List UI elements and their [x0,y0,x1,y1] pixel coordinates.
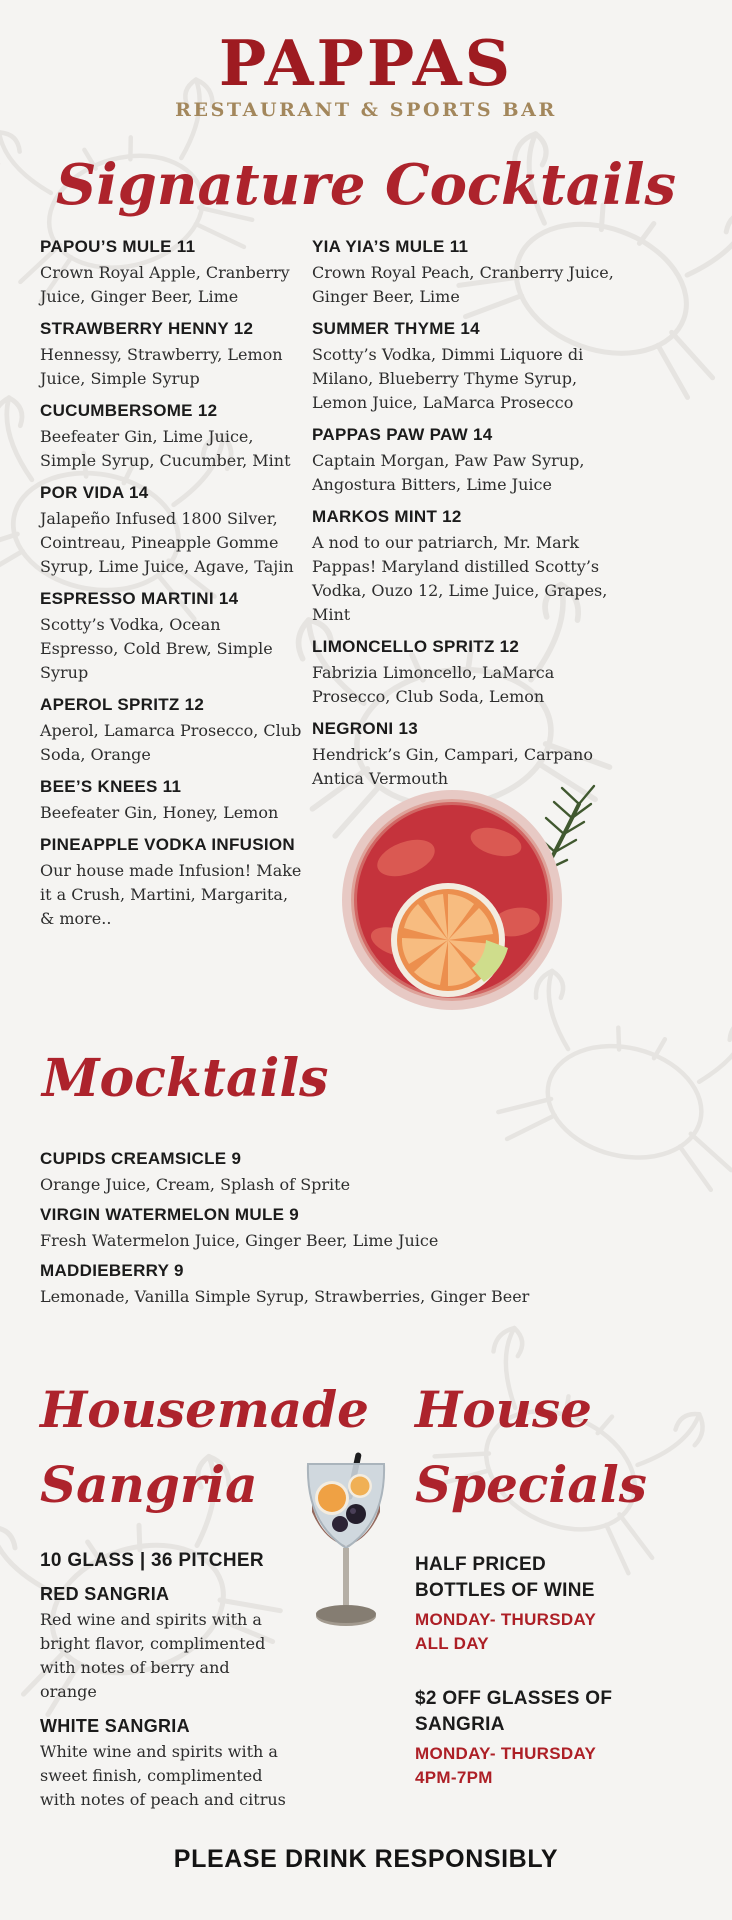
menu-item-name: MADDIEBERRY 9 [40,1261,184,1280]
menu-item-name: POR VIDA 14 [40,483,149,502]
menu-item [40,1204,688,1253]
menu-item-desc: Scotty’s Vodka, Dimmi Liquore di Milano, Blueberry Thyme Syrup, Lemon Juice, LaMarca Prosecco [312,345,584,412]
housemade-sangria-title [40,1372,369,1522]
menu-item-desc: Aperol, Lamarca Prosecco, Club Soda, Orange [40,721,302,764]
schedule-days: MONDAY- THURSDAY [415,1610,597,1629]
menu-item [312,318,634,415]
schedule-hours: 4PM-7PM [415,1768,493,1787]
menu-item-desc: Orange Juice, Cream, Splash of Sprite [40,1175,351,1194]
signature-cocktails-title: Signature Cocktails [55,152,677,218]
menu-item-desc: Crown Royal Apple, Cranberry Juice, Ginger Beer, Lime [40,263,290,306]
disclaimer: PLEASE DRINK RESPONSIBLY [173,1845,559,1873]
menu-item-desc: Red wine and spirits with a bright flavor, complimented with notes of berry and orange [40,1610,266,1701]
schedule-hours: ALL DAY [415,1634,489,1653]
menu-item-name: YIA YIA’S MULE 11 [312,237,469,256]
house-specials-title-line1: House [415,1380,592,1439]
house-specials-title [415,1372,692,1522]
menu-item [40,694,302,767]
menu-item [40,588,302,685]
menu-item-desc: White wine and spirits with a sweet finish, complimented with notes of peach and citrus [40,1742,286,1809]
mocktails-title: Mocktails [42,1048,329,1109]
menu-item [40,1260,688,1309]
menu-item-name: CUPIDS CREAMSICLE 9 [40,1149,242,1168]
brand-logo: PAPPAS [218,26,514,100]
housemade-sangria-column [40,1372,369,1812]
menu-item-name: CUCUMBERSOME 12 [40,401,218,420]
menu-item-name: SUMMER THYME 14 [312,319,480,338]
brand-tagline: RESTAURANT & SPORTS BAR [175,99,557,122]
special-item [415,1552,640,1656]
house-specials-title-line2: Specials [415,1455,647,1514]
menu-item [312,424,634,497]
menu-item-desc: Jalapeño Infused 1800 Silver, Cointreau, Pineapple Gomme Syrup, Lime Juice, Agave, Tajin [40,509,294,576]
menu-item-desc: Scotty’s Vodka, Ocean Espresso, Cold Brew, Simple Syrup [40,615,273,682]
menu-item-name: VIRGIN WATERMELON MULE 9 [40,1205,300,1224]
menu-item-name: WHITE SANGRIA [40,1716,190,1736]
menu-item-desc: A nod to our patriarch, Mr. Mark Pappas! Maryland distilled Scotty’s Vodka, Ouzo 12, Lime Juice, Grapes, Mint [312,533,608,624]
special-item-name: $2 OFF GLASSES OF SANGRIA [415,1688,613,1735]
cocktail-photo [336,772,618,1012]
menu-item-name: MARKOS MINT 12 [312,507,462,526]
menu-item-desc: Fabrizia Limoncello, LaMarca Prosecco, Club Soda, Lemon [312,663,555,706]
menu-item-name: PAPPAS PAW PAW 14 [312,425,493,444]
header [0,26,732,122]
menu-item [40,1582,320,1704]
mocktails-list [40,1148,688,1316]
menu-item [40,834,302,931]
menu-item-name: ESPRESSO MARTINI 14 [40,589,239,608]
menu-item [40,318,302,391]
menu-item-name: PAPOU’S MULE 11 [40,237,196,256]
menu-item-name: NEGRONI 13 [312,719,418,738]
housemade-sangria-title-line2: Sangria [40,1455,258,1514]
menu-item-name: RED SANGRIA [40,1584,170,1604]
menu-item [40,1714,320,1812]
sangria-glass-photo [298,1452,394,1642]
menu-item [312,636,634,709]
menu-item-name: BEE’S KNEES 11 [40,777,182,796]
menu-item-name: STRAWBERRY HENNY 12 [40,319,254,338]
housemade-sangria-title-line1: Housemade [40,1380,369,1439]
menu-item-desc: Lemonade, Vanilla Simple Syrup, Strawberries, Ginger Beer [40,1287,530,1306]
special-item-schedule [415,1742,640,1790]
special-item [415,1686,640,1790]
menu-item-desc: Hennessy, Strawberry, Lemon Juice, Simple Syrup [40,345,283,388]
menu-item-name: LIMONCELLO SPRITZ 12 [312,637,520,656]
menu-item [40,236,302,309]
menu-item-name: APEROL SPRITZ 12 [40,695,205,714]
menu-item-name: PINEAPPLE VODKA INFUSION [40,835,295,854]
sangria-pricing: 10 GLASS | 36 PITCHER [40,1550,264,1571]
menu-item-desc: Beefeater Gin, Honey, Lemon [40,803,279,822]
menu-item [312,236,634,309]
menu-item-desc: Beefeater Gin, Lime Juice, Simple Syrup, Cucumber, Mint [40,427,291,470]
menu-item [40,400,302,473]
menu-item-desc: Our house made Infusion! Make it a Crush, Martini, Margarita, & more.. [40,861,302,928]
menu-item-desc: Captain Morgan, Paw Paw Syrup, Angostura Bitters, Lime Juice [312,451,585,494]
special-item-name: HALF PRICED BOTTLES OF WINE [415,1554,595,1601]
signature-left-column [40,236,302,940]
menu-item-desc: Crown Royal Peach, Cranberry Juice, Ginger Beer, Lime [312,263,614,306]
schedule-days: MONDAY- THURSDAY [415,1744,597,1763]
menu-item-desc: Hendrick’s Gin, Campari, Carpano Antica Vermouth [312,745,593,788]
menu-item [40,1148,688,1197]
menu-item [40,482,302,579]
menu-item-desc: Fresh Watermelon Juice, Ginger Beer, Lime Juice [40,1231,439,1250]
special-item-schedule [415,1608,640,1656]
menu-item [40,776,302,825]
menu-item [312,506,634,627]
